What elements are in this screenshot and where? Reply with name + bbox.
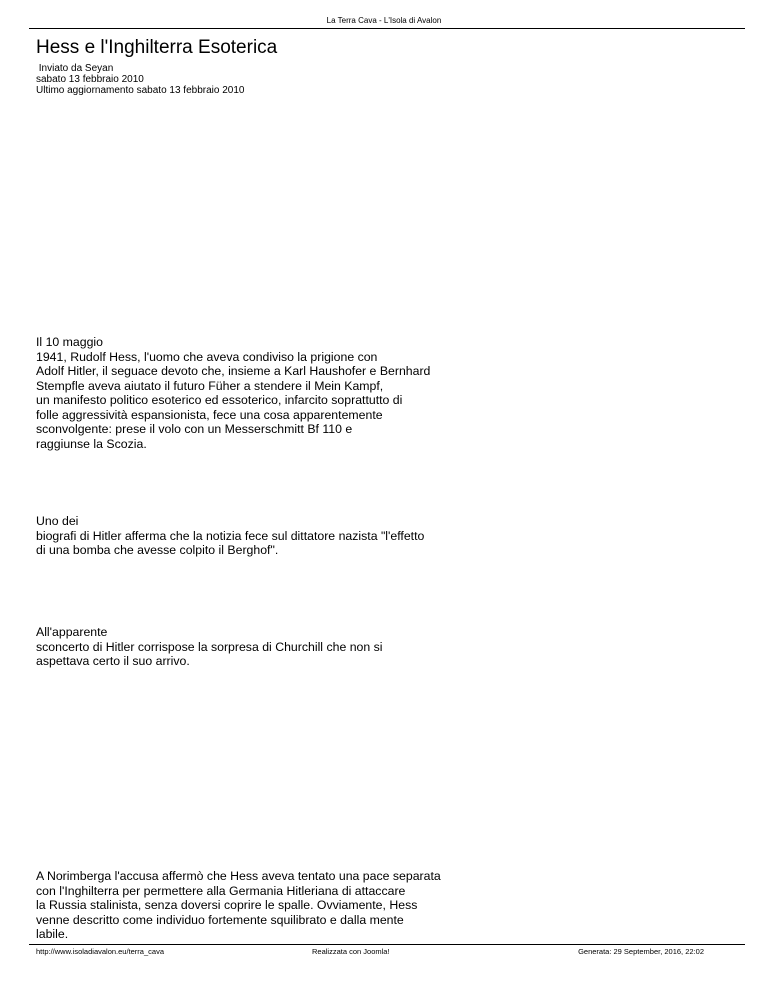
- paragraph-line: la Russia stalinista, senza doversi coprire le spalle. Ovviamente, Hess: [36, 898, 418, 912]
- paragraph-line: aspettava certo il suo arrivo.: [36, 654, 190, 668]
- paragraph-line: Il 10 maggio: [36, 335, 103, 349]
- article-title: Hess e l'Inghilterra Esoterica: [36, 37, 278, 58]
- paragraph-line: sconcerto di Hitler corrispose la sorpresa di Churchill che non si: [36, 639, 383, 654]
- paragraph-line: con l'Inghilterra per permettere alla Germania Hitleriana di attaccare: [36, 883, 406, 898]
- paragraph-line: folle aggressività espansionista, fece una cosa apparentemente: [36, 407, 383, 422]
- paragraph-line: un manifesto politico esoterico ed essoterico, infarcito soprattutto di: [36, 393, 403, 407]
- article-last-updated: Ultimo aggiornamento sabato 13 febbraio 2010: [36, 85, 245, 96]
- footer-powered-by: Realizzata con Joomla!: [312, 947, 390, 956]
- footer-url: http://www.isoladiavalon.eu/terra_cava: [36, 947, 164, 956]
- article-paragraph-2: [36, 514, 476, 558]
- article-paragraph-1: [36, 335, 476, 451]
- paragraph-line: venne descritto come individuo fortemente squilibrato e dalla mente: [36, 912, 404, 927]
- paragraph-line: A Norimberga l'accusa affermò che Hess aveva tentato una pace separata: [36, 869, 441, 883]
- paragraph-line: 1941, Rudolf Hess, l'uomo che aveva condiviso la prigione con: [36, 349, 378, 364]
- footer-divider: [29, 944, 745, 945]
- paragraph-line: di una bomba che avesse colpito il Berghof".: [36, 543, 279, 557]
- paragraph-line: Uno dei: [36, 514, 79, 528]
- paragraph-line: raggiunse la Scozia.: [36, 436, 147, 451]
- article-date: sabato 13 febbraio 2010: [36, 74, 144, 85]
- article-meta: [36, 63, 244, 96]
- paragraph-line: Stempfle aveva aiutato il futuro Füher a stendere il Mein Kampf,: [36, 378, 384, 393]
- article-author: Inviato da Seyan: [36, 63, 114, 74]
- paragraph-line: Adolf Hitler, il seguace devoto che, insieme a Karl Haushofer e Bernhard: [36, 364, 431, 378]
- header-divider: [29, 28, 745, 29]
- article-paragraph-4: [36, 869, 476, 942]
- paragraph-line: All'apparente: [36, 625, 108, 639]
- site-header-title: La Terra Cava - L'Isola di Avalon: [326, 16, 442, 25]
- paragraph-line: biografi di Hitler afferma che la notizia fece sul dittatore nazista "l'effetto: [36, 528, 425, 543]
- paragraph-line: labile.: [36, 927, 69, 941]
- article-paragraph-3: [36, 625, 476, 669]
- footer-generated-date: Generata: 29 September, 2016, 22:02: [578, 947, 704, 956]
- paragraph-line: sconvolgente: prese il volo con un Messerschmitt Bf 110 e: [36, 422, 353, 436]
